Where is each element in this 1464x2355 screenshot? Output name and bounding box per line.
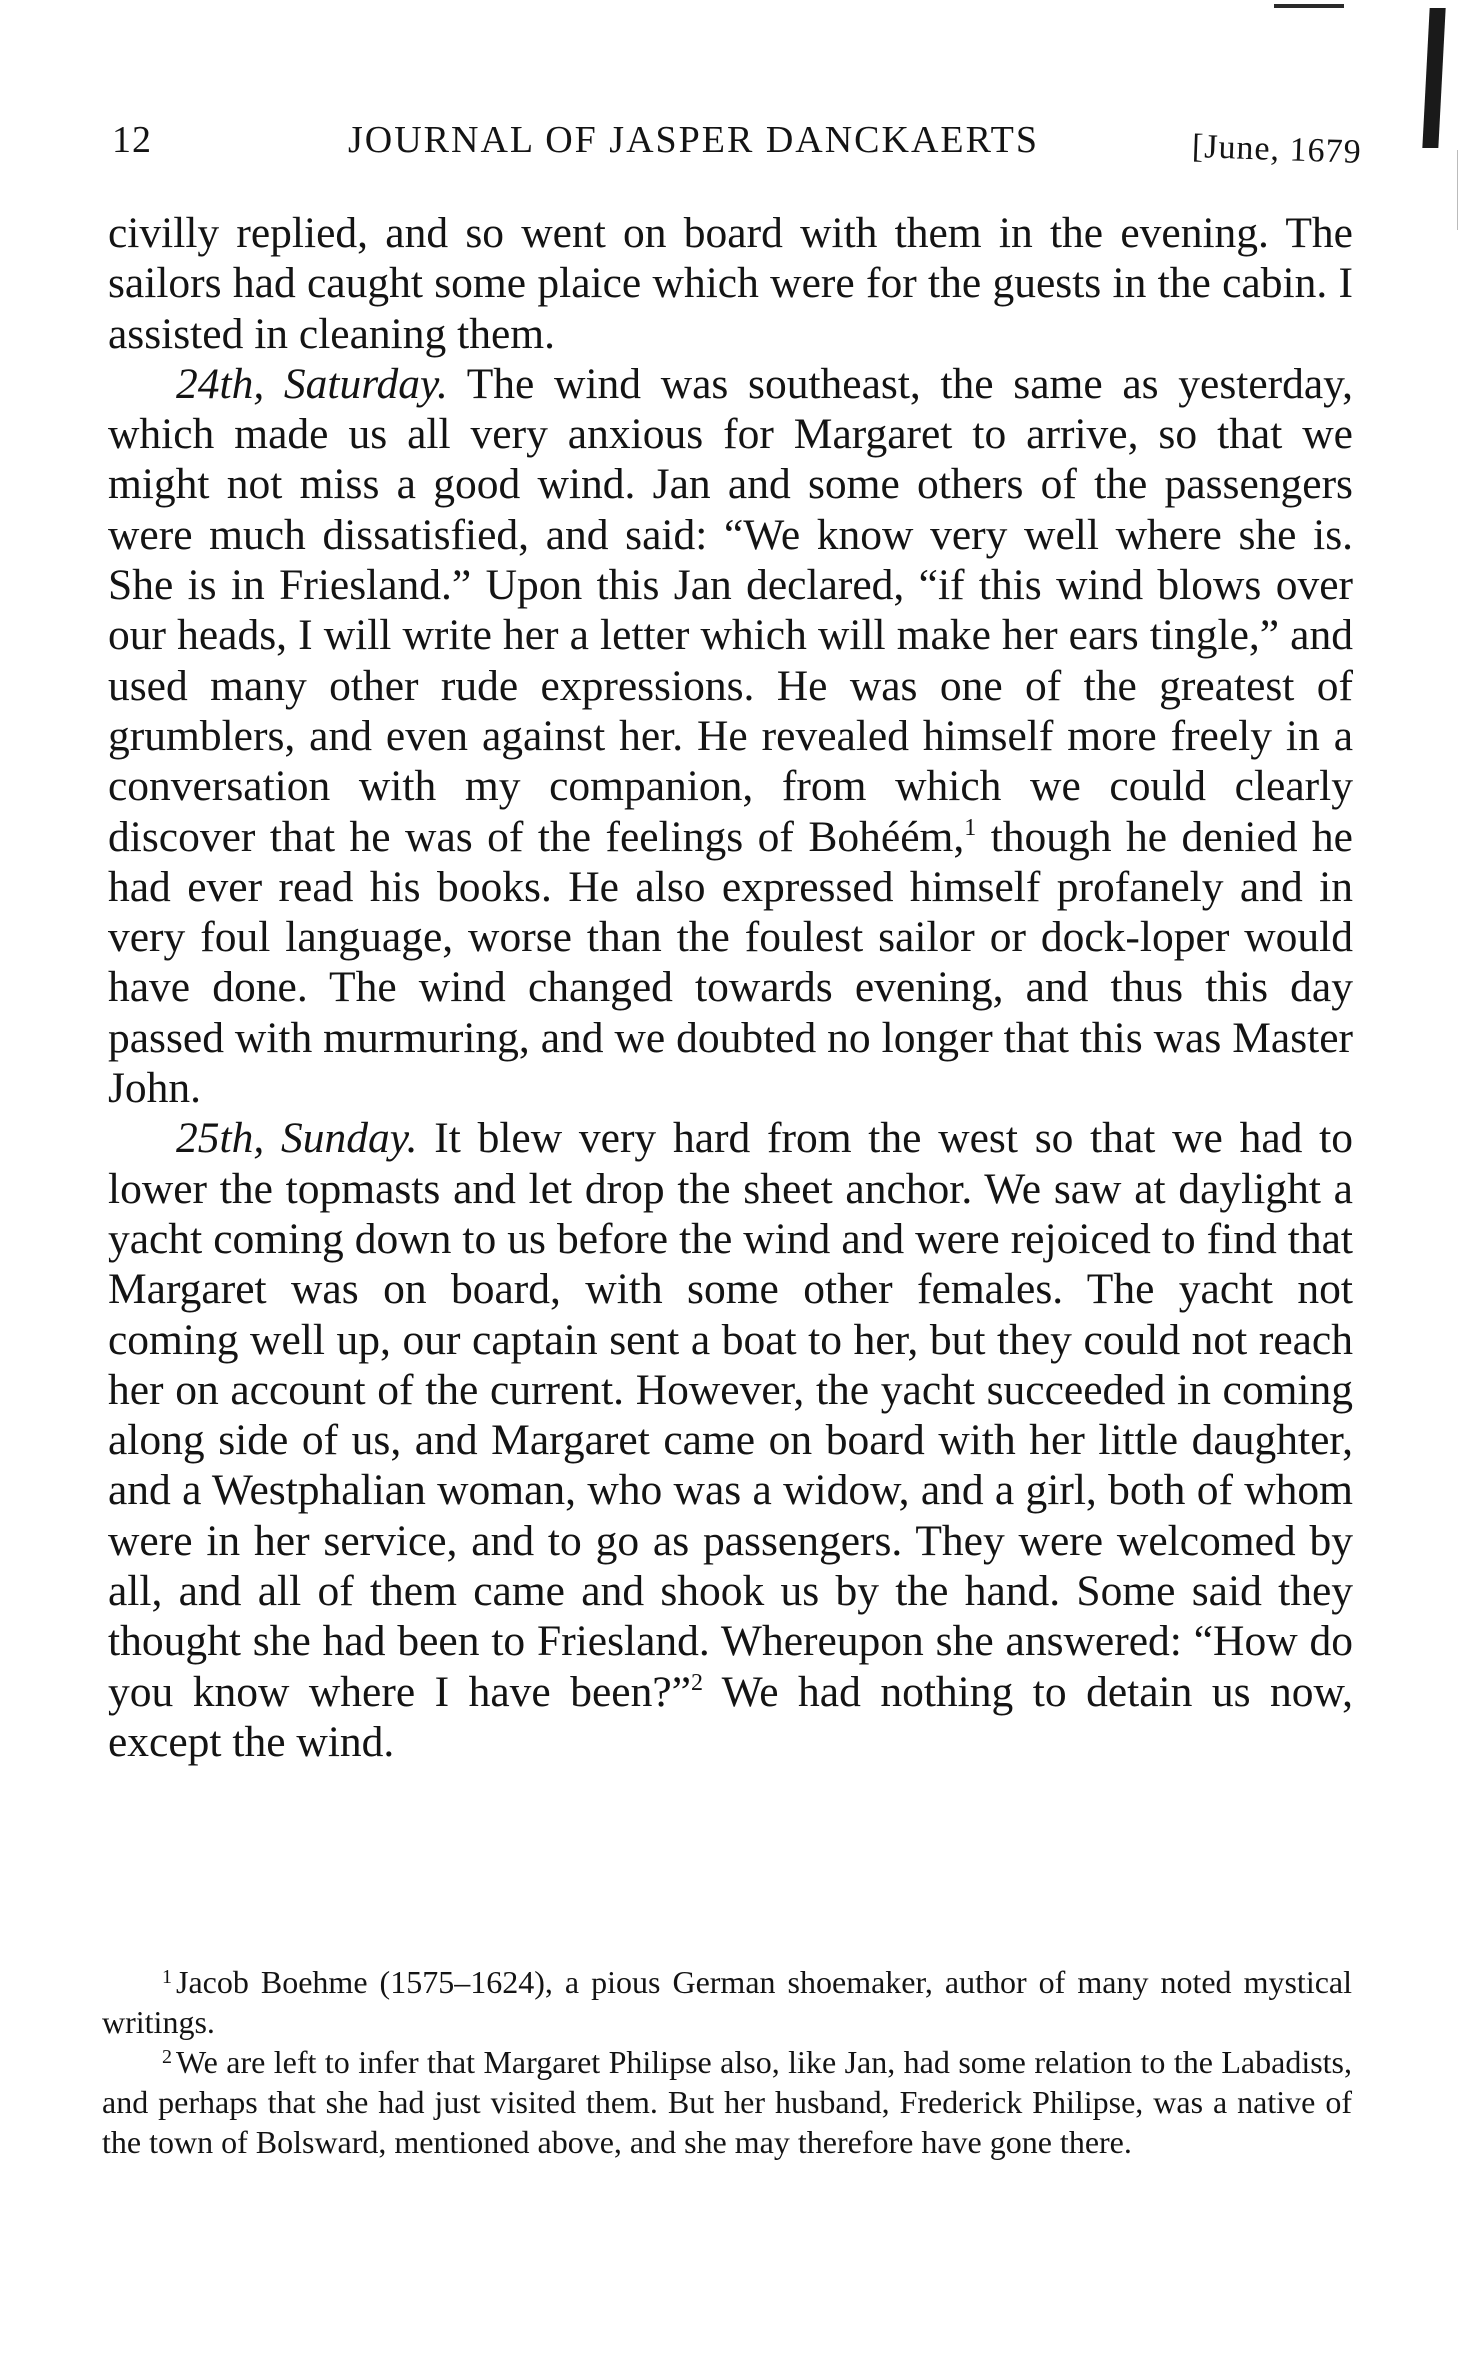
paragraph-text: It blew very hard from the west so that we had to lower the topmasts and let drop the sheet anchor. We saw at daylight a yacht coming down to us before the wind and were rejoiced to find that Margaret was on board, with some other females. The yacht not coming well up, our captain sent a boat to her, but they could not reach her on account of the current. However, the yacht succeeded in coming along side of us, and Margaret came on board with her little daughter, and a Westphalian woman, who was a widow, and a girl, both of whom were in her service, and to go as passengers. They were welcomed by all, and all of them came and shook us by the hand. Some said they thought she had been to Friesland. Whereupon she answered: “How do you know where I have been?” (108, 1114, 1353, 1716)
page-number: 12 (112, 119, 152, 161)
footnote-text: Jacob Boehme (1575–1624), a pious German shoemaker, author of many noted mystical writings. (102, 1964, 1352, 2040)
entry-date: 24th, Saturday. (176, 359, 448, 408)
scan-edge-mark (1274, 4, 1344, 8)
entry-date: 25th, Sunday. (176, 1114, 418, 1163)
footnote-reference: 2 (690, 1669, 703, 1696)
header-date: [June, 1679 (1191, 128, 1363, 171)
paragraph-text: though he denied he had ever read his books. He also expressed himself profanely and in very foul language, worse than the foulest sailor or dock-loper would have done. The wind changed towards evening, and thus this day passed with murmuring, and we doubted no longer that this was Master John. (108, 812, 1353, 1113)
paragraph-text: civilly replied, and so went on board with them in the evening. The sailors had caught some plaice which were for the guests in the cabin. I assisted in cleaning them. (108, 209, 1353, 358)
footnotes (102, 1962, 1352, 2162)
footnote (102, 2042, 1352, 2162)
footnote-mark: 1 (162, 1966, 172, 1988)
paragraph-continuation (108, 208, 1353, 359)
running-header (112, 118, 1362, 178)
scan-edge-line (1457, 150, 1458, 230)
paragraph-25th (108, 1113, 1353, 1767)
paragraph-text: We had nothing to detain us now, except the wind. (108, 1667, 1353, 1766)
paragraph-24th (108, 359, 1353, 1113)
main-text (108, 208, 1353, 1767)
footnote-mark: 2 (162, 2046, 172, 2068)
running-title: JOURNAL OF JASPER DANCKAERTS (348, 119, 1040, 161)
scan-edge-mark (1422, 8, 1445, 148)
footnote-text: We are left to infer that Margaret Philipse also, like Jan, had some relation to the Labadists, and perhaps that she had just visited them. But her husband, Frederick Philipse, was a native of the town of Bolsward, mentioned above, and she may therefore have gone there. (102, 2044, 1352, 2160)
footnote (102, 1962, 1352, 2042)
paragraph-text: The wind was southeast, the same as yesterday, which made us all very anxious for Margaret to arrive, so that we might not miss a good wind. Jan and some others of the passengers were much dissatisfied, and said: “We know very well where she is. She is in Friesland.” Upon this Jan declared, “if this wind blows over our heads, I will write her a letter which will make her ears tingle,” and used many other rude expressions. He was one of the greatest of grumblers, and even against her. He revealed himself more freely in a conversation with my companion, from which we could clearly discover that he was of the feelings of Bohéém, (108, 359, 1353, 861)
footnote-reference: 1 (964, 814, 977, 841)
